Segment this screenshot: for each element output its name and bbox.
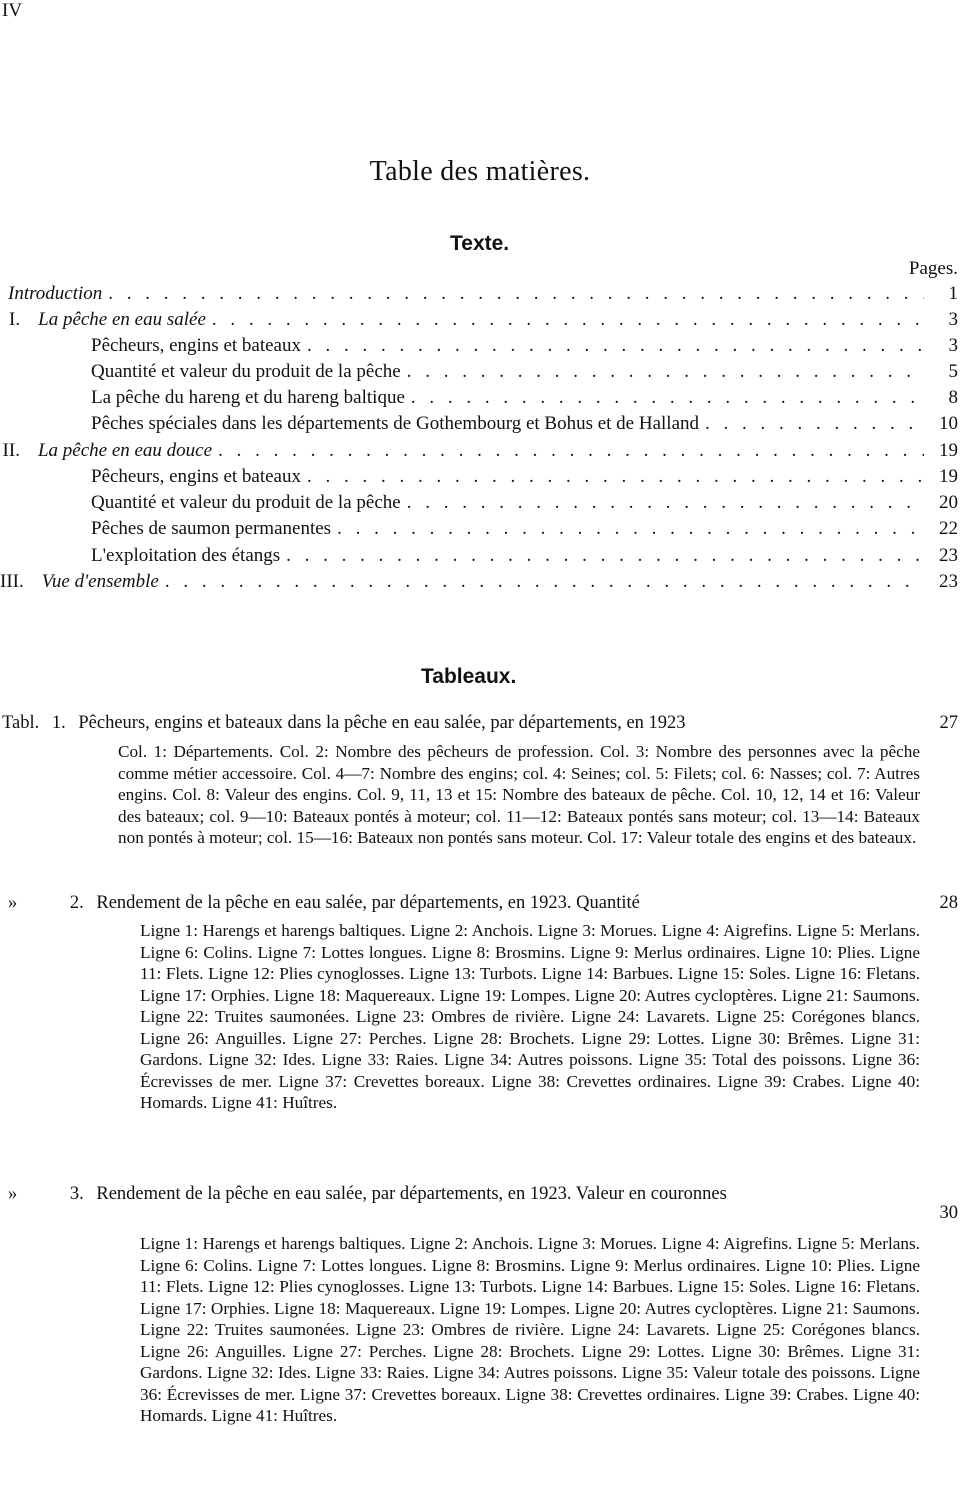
leader-dots [286,545,924,567]
toc-entry[interactable] [0,335,960,361]
leader-dots [407,361,924,383]
toc-entry-page: 20 [939,492,958,513]
toc-entry-title: Pêcheurs, engins et bateaux [91,466,301,487]
toc-entry-title: Pêches spéciales dans les départements de Gothembourg et Bohus et de Halland [91,413,700,434]
table-description: Col. 1: Départements. Col. 2: Nombre des pêcheurs de profession. Col. 3: Nombre des personnes avec la pêche comme métier accessoire. Col. 4—7: Nombre des engins; col. 4: Seines; col. 5: Filets; col. 6: Nasses; col. 7: Autres engins. Col. 8: Valeur des engins. Col. 9, 11, 13 et 15: Nombre des bateaux de pêche. Col. 10, 12, 14 et 16: Valeur des bateaux; col. 9—10: Bateaux pontés à moteur; col. 11—12: Bateaux pontés sans moteur; col. 13—14: Bateaux non pontés à moteur; col. 15—16: Bateaux non pontés sans moteur. Col. 17: Valeur totale des engins et des bateaux. [118,742,920,847]
toc-entry[interactable] [0,440,960,466]
table-prefix: » [8,893,18,913]
leader-dots [407,492,924,514]
table-entry-heading[interactable] [8,1182,918,1206]
toc-entry-page: 5 [948,361,958,382]
toc-entry-title: Vue d'ensemble [41,571,159,592]
text-section-title: Texte. [450,232,510,255]
leader-dots [108,283,924,305]
leader-dots [705,413,924,435]
leader-dots [165,571,924,593]
table-page: 30 [939,1203,958,1223]
table-page: 27 [939,713,958,733]
table-prefix: Tabl. [2,713,40,733]
leader-dots [218,440,924,462]
toc-entry-page: 23 [939,545,958,566]
toc-entry-page: 8 [948,387,958,408]
toc-entry[interactable] [0,413,960,439]
toc-entry[interactable] [0,571,960,597]
toc-entry-page: 10 [939,413,958,434]
tables-section-title: Tableaux. [421,665,517,688]
table-entry-heading[interactable] [2,713,686,734]
toc-entry-page: 1 [948,283,958,304]
leader-dots [212,309,924,331]
table-title: Rendement de la pêche en eau salée, par départements, en 1923. Valeur en couronnes [96,1184,727,1204]
toc-entry-number: I. [9,309,21,330]
table-title: Rendement de la pêche en eau salée, par départements, en 1923. Quantité [96,893,640,913]
page-number: IV [2,0,23,21]
toc-entry[interactable] [0,492,960,518]
leader-dots [411,387,924,409]
toc-entry-title: Introduction [8,283,103,304]
toc-entry-page: 3 [948,309,958,330]
toc-entry[interactable] [0,387,960,413]
toc-entry-title: La pêche en eau salée [38,309,206,330]
toc-entry-title: Pêcheurs, engins et bateaux [91,335,301,356]
table-description: Ligne 1: Harengs et harengs baltiques. Ligne 2: Anchois. Ligne 3: Morues. Ligne 4: Aigrefins. Ligne 5: Merlans. Ligne 6: Colins. Ligne 7: Lottes longues. Ligne 8: Brosmins. Ligne 9: Merlus ordinaires. Ligne 10: Plies. Ligne 11: Flets. Ligne 12: Plies cynoglosses. Ligne 13: Turbots. Ligne 14: Barbues. Ligne 15: Soles. Ligne 16: Fletans. Ligne 17: Orphies. Ligne 18: Maquereaux. Ligne 19: Lompes. Ligne 20: Autres cycloptères. Ligne 21: Saumons. Ligne 22: Truites saumonées. Ligne 23: Ombres de rivière. Ligne 24: Lavarets. Ligne 25: Corégones blancs. Ligne 26: Anguilles. Ligne 27: Perches. Ligne 28: Brochets. Ligne 29: Lottes. Ligne 30: Brêmes. Ligne 31: Gardons. Ligne 32: Ides. Ligne 33: Raies. Ligne 34: Autres poissons. Ligne 35: Valeur totale des poissons. Ligne 36: Écrevisses de mer. Ligne 37: Crevettes boreaux. Ligne 38: Crevettes ordinaires. Ligne 39: Crabes. Ligne 40: Homards. Ligne 41: Huîtres. [140,1234,920,1425]
toc-entry-page: 19 [939,440,958,461]
toc-entry-title: Quantité et valeur du produit de la pêche [91,492,401,513]
toc-entry-title: L'exploitation des étangs [91,545,281,566]
toc-entry[interactable] [0,545,960,571]
toc-entry-page: 22 [939,518,958,539]
toc-entry[interactable] [0,466,960,492]
table-number: 3. [69,1184,84,1204]
table-title: Pêcheurs, engins et bateaux dans la pêche en eau salée, par départements, en 1923 [78,713,686,733]
toc-entry-title: La pêche du hareng et du hareng baltique [91,387,405,408]
table-prefix: » [8,1184,18,1204]
toc-entry-page: 23 [939,571,958,592]
toc-entry-title: Quantité et valeur du produit de la pêche [91,361,401,382]
page-title: Table des matières. [369,156,591,187]
toc-entry-title: La pêche en eau douce [37,440,213,461]
toc-entry-number: II. [2,440,20,461]
toc-entry[interactable] [0,283,960,309]
table-entry-heading[interactable] [8,893,640,914]
toc-entry-title: Pêches de saumon permanentes [91,518,332,539]
toc-entry-number: III. [0,571,24,592]
toc-entry-page: 3 [948,335,958,356]
table-number: 2. [69,893,84,913]
leader-dots [307,466,924,488]
leader-dots [337,518,924,540]
toc-entry[interactable] [0,309,960,335]
toc-entry-page: 19 [939,466,958,487]
toc-entry[interactable] [0,518,960,544]
table-description: Ligne 1: Harengs et harengs baltiques. Ligne 2: Anchois. Ligne 3: Morues. Ligne 4: Aigrefins. Ligne 5: Merlans. Ligne 6: Colins. Ligne 7: Lottes longues. Ligne 8: Brosmins. Ligne 9: Merlus ordinaires. Ligne 10: Plies. Ligne 11: Flets. Ligne 12: Plies cynoglosses. Ligne 13: Turbots. Ligne 14: Barbues. Ligne 15: Soles. Ligne 16: Fletans. Ligne 17: Orphies. Ligne 18: Maquereaux. Ligne 19: Lompes. Ligne 20: Autres cycloptères. Ligne 21: Saumons. Ligne 22: Truites saumonées. Ligne 23: Ombres de rivière. Ligne 24: Lavarets. Ligne 25: Corégones blancs. Ligne 26: Anguilles. Ligne 27: Perches. Ligne 28: Brochets. Ligne 29: Lottes. Ligne 30: Brêmes. Ligne 31: Gardons. Ligne 32: Ides. Ligne 33: Raies. Ligne 34: Autres poissons. Ligne 35: Total des poissons. Ligne 36: Écrevisses de mer. Ligne 37: Crevettes boreaux. Ligne 38: Crevettes ordinaires. Ligne 39: Crabes. Ligne 40: Homards. Ligne 41: Huîtres. [140,921,920,1112]
leader-dots [307,335,924,357]
pages-column-label: Pages. [908,258,958,279]
toc-entry[interactable] [0,361,960,387]
table-page: 28 [939,893,958,913]
table-number: 1. [51,713,66,733]
